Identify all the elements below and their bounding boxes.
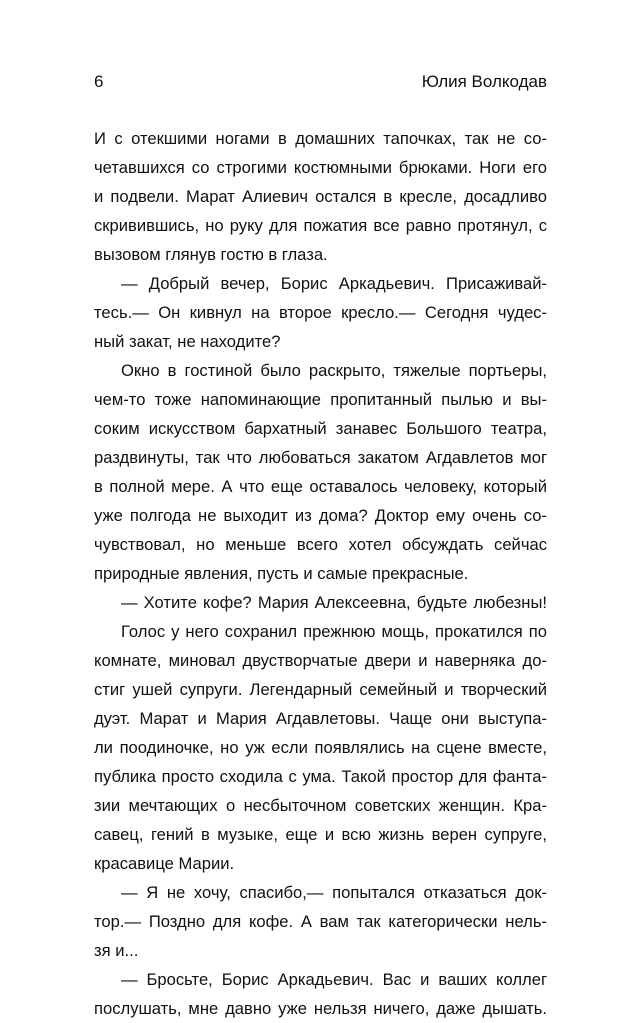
text-line: раздвинуты, так что любоваться закатом Агдавлетов мог	[94, 448, 547, 467]
text-line: — Я не хочу, спасибо,— попытался отказаться док-	[121, 883, 547, 902]
text-line: и подвели. Марат Алиевич остался в кресле, досадливо	[94, 187, 547, 206]
text-line: комнате, миновал двустворчатые двери и наверняка до-	[94, 651, 547, 670]
text-line: четавшихся со строгими костюмными брюками. Ноги его	[94, 158, 547, 177]
page-header	[94, 70, 547, 94]
text-line: — Бросьте, Борис Аркадьевич. Вас и ваших коллег	[121, 970, 547, 989]
text-line: красавице Марии.	[94, 854, 235, 873]
text-line: ный закат, не находите?	[94, 332, 281, 351]
text-line: природные явления, пусть и самые прекрасные.	[94, 564, 469, 583]
text-line: стиг ушей супруги. Легендарный семейный и творческий	[94, 680, 547, 699]
text-line: зя и...	[94, 941, 139, 960]
text-line: И с отекшими ногами в домашних тапочках, так не со-	[94, 129, 547, 148]
text-line: дуэт. Марат и Мария Агдавлетовы. Чаще они выступа-	[94, 709, 547, 728]
text-line: в полной мере. А что еще оставалось человеку, который	[94, 477, 547, 496]
text-line: послушать, мне давно уже нельзя ничего, даже дышать.	[94, 999, 547, 1018]
text-line: уже полгода не выходит из дома? Доктор ему очень со-	[94, 506, 547, 525]
body-text	[94, 124, 547, 1023]
text-line: ли поодиночке, но уж если появлялись на сцене вместе,	[94, 738, 547, 757]
page-number: 6	[94, 72, 104, 91]
text-line: Голос у него сохранил прежнюю мощь, прокатился по	[121, 622, 547, 641]
text-line: соким искусством бархатный занавес Большого театра,	[94, 419, 547, 438]
text-line: тор.— Поздно для кофе. А вам так категорически нель-	[94, 912, 547, 931]
text-line: Окно в гостиной было раскрыто, тяжелые портьеры,	[121, 361, 547, 380]
text-line: скривившись, но руку для пожатия все равно протянул, с	[94, 216, 547, 235]
running-title: Юлия Волкодав	[421, 72, 547, 91]
text-line: зии мечтающих о несбыточном советских женщин. Кра-	[94, 796, 547, 815]
text-line: публика просто сходила с ума. Такой простор для фанта-	[94, 767, 547, 786]
text-line: тесь.— Он кивнул на второе кресло.— Сегодня чудес-	[94, 303, 547, 322]
text-line: савец, гений в музыке, еще и всю жизнь верен супруге,	[94, 825, 547, 844]
text-line: чувствовал, но меньше всего хотел обсуждать сейчас	[94, 535, 547, 554]
text-line: вызовом глянув гостю в глаза.	[94, 245, 328, 264]
text-line: — Добрый вечер, Борис Аркадьевич. Присаживай-	[121, 274, 547, 293]
text-line: чем-то тоже напоминающие пропитанный пылью и вы-	[94, 390, 547, 409]
text-line: — Хотите кофе? Мария Алексеевна, будьте любезны!	[121, 593, 547, 612]
